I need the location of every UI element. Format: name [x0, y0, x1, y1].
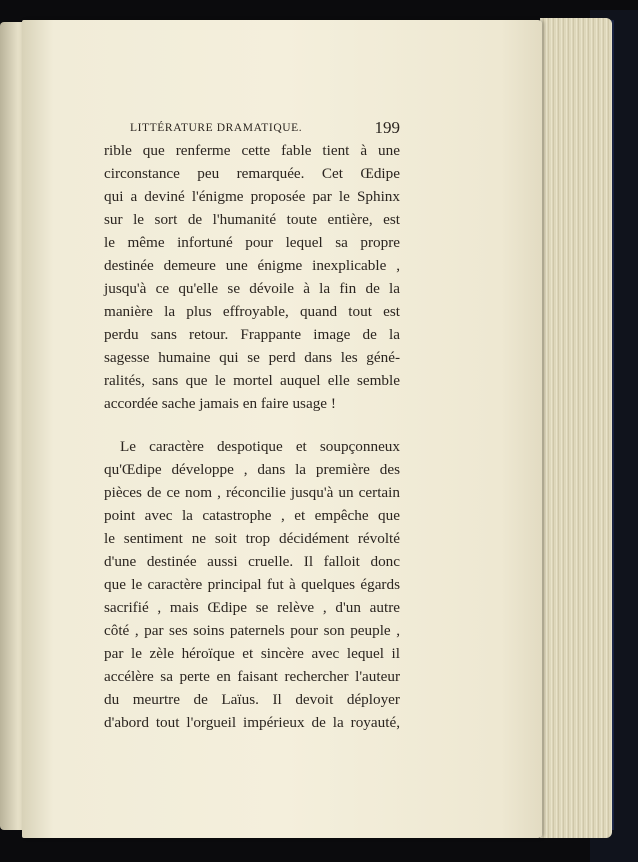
text-line: côté , par ses soins paternels pour son peuple ,: [104, 622, 400, 639]
text-line: ralités, sans que le mortel auquel elle semble: [104, 372, 400, 389]
text-line: par le zèle héroïque et sincère avec lequel il: [104, 645, 400, 662]
text-line: pièces de ce nom , réconcilie jusqu'à un certain: [104, 484, 400, 501]
text-line: point avec la catastrophe , et empêche que: [104, 507, 400, 524]
text-line: d'abord tout l'orgueil impérieux de la royauté,: [104, 714, 400, 731]
text-line: sur le sort de l'humanité toute entière, est: [104, 211, 400, 228]
text-line: d'une destinée aussi cruelle. Il falloit donc: [104, 553, 400, 570]
running-title: LITTÉRATURE DRAMATIQUE.: [130, 122, 303, 134]
text-line: sacrifié , mais Œdipe se relève , d'un autre: [104, 599, 400, 616]
page-number: 199: [374, 118, 400, 137]
text-line: rible que renferme cette fable tient à une: [104, 142, 400, 159]
running-header: [130, 120, 400, 142]
text-line: circonstance peu remarquée. Cet Œdipe: [104, 165, 400, 182]
text-line: le sentiment ne soit trop décidément révolté: [104, 530, 400, 547]
text-line: du meurtre de Laïus. Il devoit déployer: [104, 691, 400, 708]
page-block-edges: [540, 18, 612, 838]
text-line: jusqu'à ce qu'elle se dévoile à la fin de la: [104, 280, 400, 297]
text-line: accordée sache jamais en faire usage !: [104, 395, 336, 412]
text-line: le même infortuné pour lequel sa propre: [104, 234, 400, 251]
text-line: qu'Œdipe développe , dans la première des: [104, 461, 400, 478]
text-line: Le caractère despotique et soupçonneux: [120, 438, 400, 455]
text-line: sagesse humaine qui se perd dans les géné-: [104, 349, 400, 366]
text-line: qui a deviné l'énigme proposée par le Sphinx: [104, 188, 400, 205]
text-line: destinée demeure une énigme inexplicable ,: [104, 257, 400, 274]
text-line: perdu sans retour. Frappante image de la: [104, 326, 400, 343]
text-line: accélère sa perte en faisant rechercher l'auteur: [104, 668, 400, 685]
text-line: manière la plus effroyable, quand tout est: [104, 303, 400, 320]
text-line: que le caractère principal fut à quelques égards: [104, 576, 400, 593]
